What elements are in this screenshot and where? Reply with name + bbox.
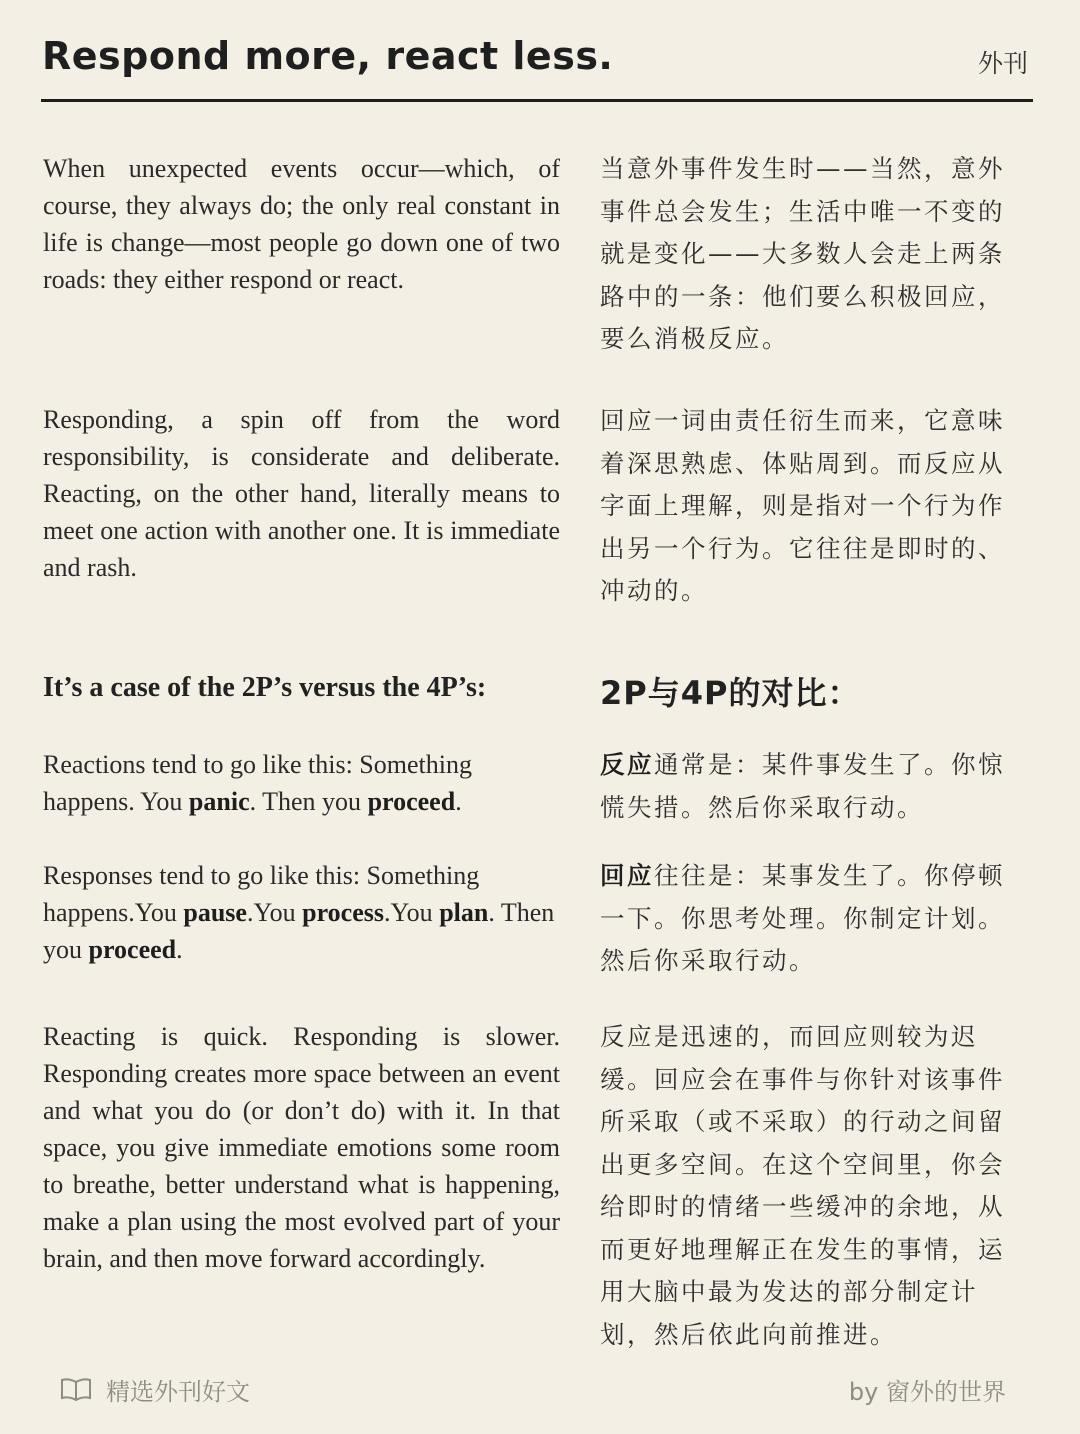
zh-paragraph-1: 当意外事件发生时——当然，意外事件总会发生；生活中唯一不变的就是变化——大多数人会走上两条路中的一条：他们要么积极回应，要么消极反应。 xyxy=(600,154,1005,353)
emphasis-proceed: proceed xyxy=(367,787,456,816)
title-divider xyxy=(41,99,1033,102)
emphasis-reaction: 反应 xyxy=(600,750,654,779)
footer-author: by 窗外的世界 xyxy=(848,1378,1006,1406)
en-paragraph-2: Responding, a spin off from the word responsibility, is considerate and deliberate. Reacting, on the other hand, literally means to meet one action with another one. It is immediate and rash. xyxy=(43,405,560,582)
page-title: Respond more, react less. xyxy=(42,34,614,78)
text: Responses tend to go like this: Something happens.You xyxy=(43,861,480,927)
book-icon xyxy=(60,1376,92,1404)
emphasis-panic: panic xyxy=(188,787,250,816)
emphasis-proceed: proceed xyxy=(88,935,177,964)
zh-heading: 2P与4P的对比： xyxy=(600,674,861,712)
en-responses-paragraph xyxy=(43,857,560,968)
en-paragraph-1: When unexpected events occur—which, of course, they always do; the only real constant in life is change—most people go down one of two roads: they either respond or react. xyxy=(43,154,560,294)
text: .You xyxy=(384,898,440,927)
text: 通常是：某件事发生了。你惊慌失措。然后你采取行动。 xyxy=(600,750,1005,822)
text: . Then you xyxy=(249,787,368,816)
text: 往往是：某事发生了。你停顿一下。你思考处理。你制定计划。然后你采取行动。 xyxy=(600,861,1005,975)
zh-reactions-paragraph xyxy=(600,744,1030,829)
text: .You xyxy=(246,898,303,927)
emphasis-pause: pause xyxy=(183,898,247,927)
en-heading: It’s a case of the 2P’s versus the 4P’s: xyxy=(43,672,487,703)
en-paragraph-5: Reacting is quick. Responding is slower. Responding creates more space between an event and what you do (or don’t do) with it. In that space, you give immediate emotions some room to breathe, better understand what is happening, make a plan using the most evolved part of your brain, and then move forward accordingly. xyxy=(43,1022,560,1273)
section-tag: 外刊 xyxy=(977,49,1028,78)
text: . xyxy=(176,935,183,964)
emphasis-plan: plan xyxy=(439,898,489,927)
zh-paragraph-2: 回应一词由责任衍生而来，它意味着深思熟虑、体贴周到。而反应从字面上理解，则是指对一个行为作出另一个行为。它往往是即时的、冲动的。 xyxy=(600,406,1005,605)
emphasis-process: process xyxy=(302,898,384,927)
text: . Then you xyxy=(43,898,555,964)
zh-responses-paragraph xyxy=(600,855,1030,983)
text: Reactions tend to go like this: Something happens. You xyxy=(43,750,472,816)
footer-left-label: 精选外刊好文 xyxy=(106,1378,250,1406)
emphasis-response: 回应 xyxy=(600,861,654,890)
en-reactions-paragraph xyxy=(43,746,560,820)
zh-paragraph-5: 反应是迅速的，而回应则较为迟缓。回应会在事件与你针对该事件所采取（或不采取）的行动之间留出更多空间。在这个空间里，你会给即时的情绪一些缓冲的余地，从而更好地理解正在发生的事情，运用大脑中最为发达的部分制定计划，然后依此向前推进。 xyxy=(600,1022,1005,1349)
text: . xyxy=(455,787,462,816)
footer-brand xyxy=(60,1372,250,1407)
